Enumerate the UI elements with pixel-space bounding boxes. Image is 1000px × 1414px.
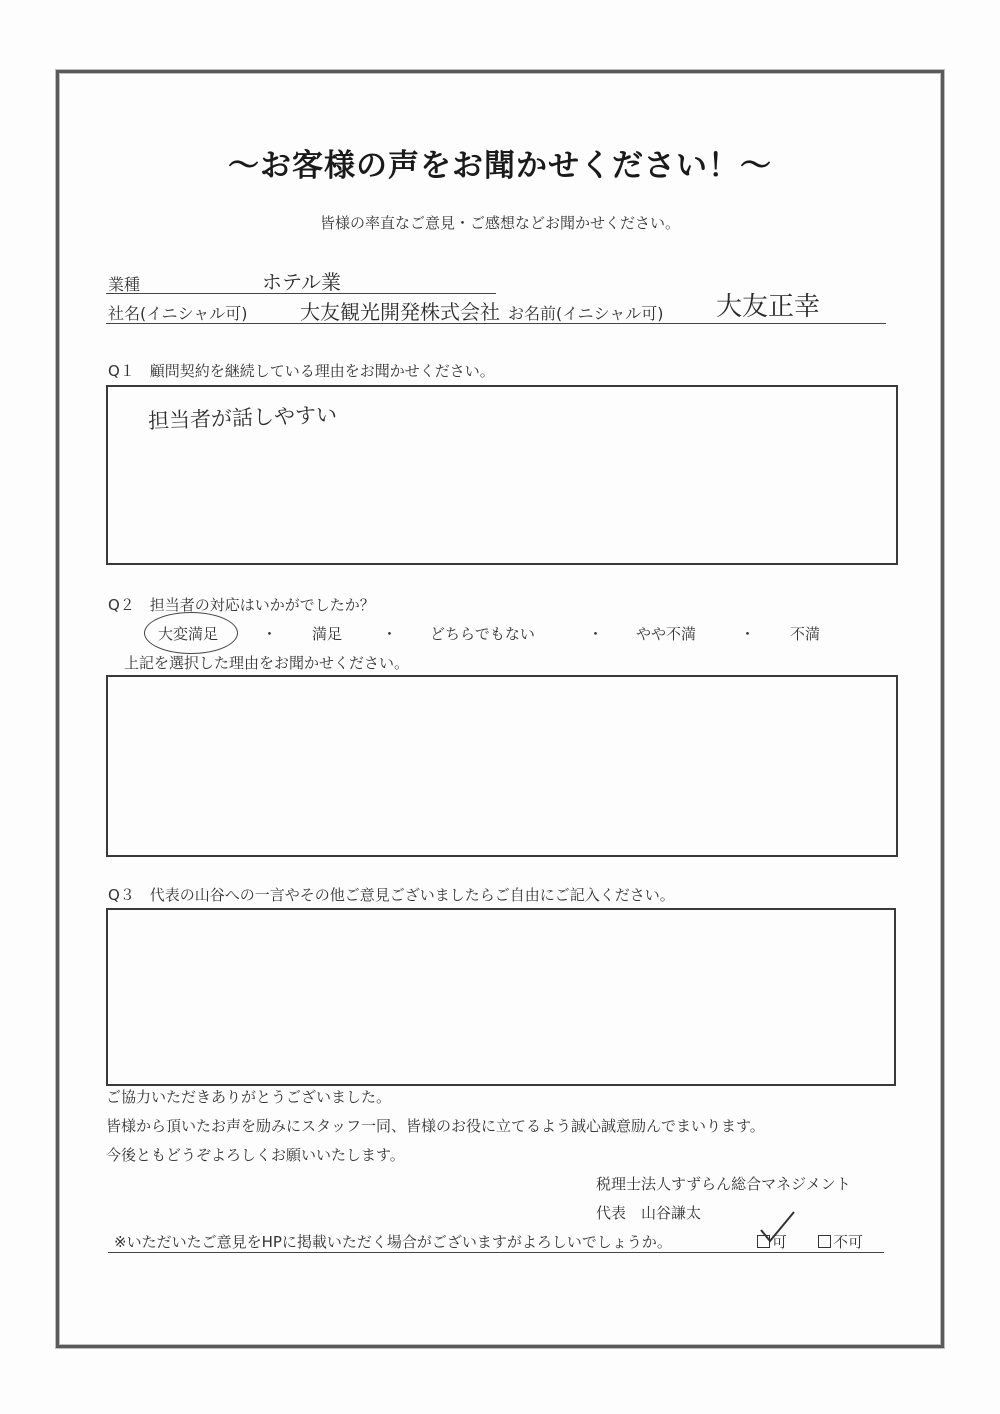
industry-label: 業種 xyxy=(108,275,141,294)
q2-separator: ・ xyxy=(588,625,604,643)
closing-regards: 今後ともどうぞよろしくお願いいたします。 xyxy=(106,1146,405,1164)
form-title: ～お客様の声をお聞かせください！～ xyxy=(228,148,772,184)
consent-question: ※いただいたご意見をHPに掲載いただく場合がございますがよろしいでしょうか。 xyxy=(114,1233,672,1251)
q2-answer-box[interactable] xyxy=(106,675,898,857)
organization-name: 税理士法人すずらん総合マネジメント xyxy=(596,1175,851,1193)
q2-separator: ・ xyxy=(740,625,756,643)
q1-answer: 担当者が話しやすい xyxy=(147,402,338,434)
q2-option-neutral[interactable]: どちらでもない xyxy=(430,625,535,643)
company-name-underline xyxy=(106,323,886,324)
q2-separator: ・ xyxy=(382,625,398,643)
consent-no[interactable] xyxy=(818,1231,863,1252)
industry-value[interactable]: ホテル業 xyxy=(262,270,341,294)
consent-yes-label: 可 xyxy=(772,1233,788,1251)
q2-option-satisfied[interactable]: 満足 xyxy=(312,625,343,643)
representative-name: 代表 山谷謙太 xyxy=(596,1204,702,1222)
consent-no-label: 不可 xyxy=(833,1233,864,1251)
company-label: 社名(イニシャル可) xyxy=(108,304,248,323)
name-value[interactable]: 大友正幸 xyxy=(716,292,821,322)
q2-separator: ・ xyxy=(262,625,278,643)
q3-answer-box[interactable] xyxy=(106,908,896,1086)
q2-reason-prompt: 上記を選択した理由をお聞かせください。 xyxy=(124,654,410,672)
consent-underline xyxy=(108,1252,884,1253)
q3-question: Q３ 代表の山谷への一言やその他ご意見ございましたらご自由にご記入ください。 xyxy=(108,886,675,904)
company-value[interactable]: 大友観光開発株式会社 xyxy=(300,300,500,324)
closing-message: 皆様から頂いたお声を励みにスタッフ一同、皆様のお役に立てるよう誠心誠意励んでまいります。 xyxy=(106,1117,765,1135)
q2-question: Q２ 担当者の対応はいかがでしたか？ xyxy=(108,596,375,614)
check-mark-icon xyxy=(758,1208,798,1248)
q1-question: Q１ 顧問契約を継続している理由をお聞かせください。 xyxy=(108,362,495,380)
q2-option-dissatisfied[interactable]: 不満 xyxy=(790,625,821,643)
closing-thanks: ご協力いただきありがとうございました。 xyxy=(106,1088,392,1106)
q2-option-somewhat-dissatisfied[interactable]: やや不満 xyxy=(636,625,697,643)
name-label: お名前(イニシャル可) xyxy=(508,304,664,323)
form-subtitle: 皆様の率直なご意見・ご感想などお聞かせください。 xyxy=(319,214,680,232)
q2-option-very-satisfied[interactable]: 大変満足 xyxy=(158,625,219,643)
consent-no-checkbox[interactable] xyxy=(818,1235,831,1248)
industry-underline xyxy=(106,293,496,294)
q2-selected-circle xyxy=(144,612,238,654)
